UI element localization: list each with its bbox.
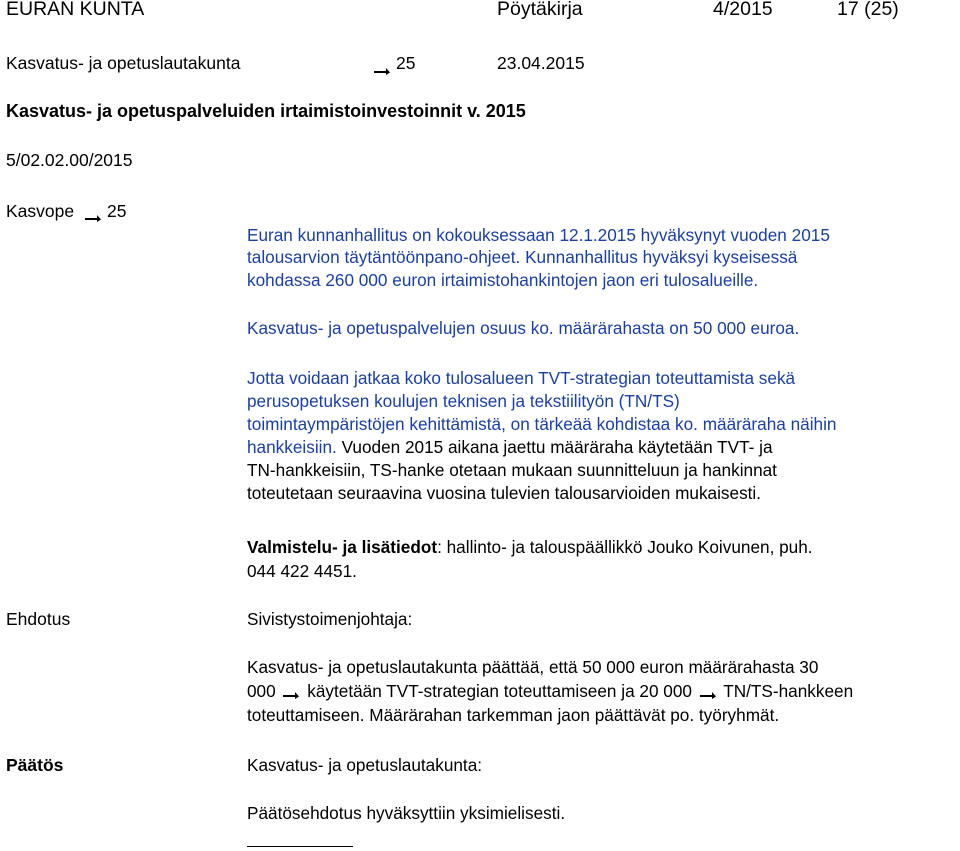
arrow-icon [84, 201, 102, 222]
document-number: 4/2015 [713, 0, 773, 20]
committee-name: Kasvatus- ja opetuslautakunta [6, 53, 241, 73]
proposal-text: käytetään TVT-strategian toteuttamiseen ja 20 000 [307, 681, 692, 701]
body-line: TN-hankkeisiin, TS-hanke otetaan mukaan suunnitteluun ja hankinnat [247, 460, 777, 480]
body-line: Euran kunnanhallitus on kokouksessaan 12.1.2015 hyväksynyt vuoden 2015 [247, 225, 830, 245]
contact-line [247, 537, 813, 559]
proposal-text: 000 [247, 681, 276, 701]
body-text: Kunnanhallitus hyväksyi kyseisessä [520, 247, 798, 267]
body-line [247, 247, 797, 269]
section-number: 25 [396, 53, 416, 73]
proposal-text: TN/TS-hankkeen [723, 681, 854, 701]
contact-phone: 044 422 4451. [247, 561, 357, 581]
body-line: toimintaympäristöjen kehittämistä, on tärkeää kohdistaa ko. määräraha näihin [247, 414, 837, 434]
body-line [247, 437, 773, 459]
decider: Kasvatus- ja opetuslautakunta: [247, 755, 483, 775]
page-info: 17 (25) [837, 0, 899, 20]
arrow-icon [699, 683, 717, 699]
kasvope-label: Kasvope [6, 201, 75, 221]
proposal-line: toteuttamiseen. Määrärahan tarkemman jaon päättävät po. työryhmät. [247, 705, 780, 725]
kasvope-number: 25 [107, 201, 127, 221]
proposal-line: Kasvatus- ja opetuslautakunta päättää, että 50 000 euron määrärahasta 30 [247, 657, 819, 677]
body-line: Kasvatus- ja opetuspalvelujen osuus ko. määrärahasta on 50 000 euroa. [247, 318, 800, 338]
body-line: toteutetaan seuraavina vuosina tulevien talousarvioiden mukaisesti. [247, 483, 762, 503]
record-number: 5/02.02.00/2015 [6, 150, 133, 170]
body-text: Vuoden 2015 aikana jaettu määräraha käytetään TVT- ja [336, 437, 773, 457]
decision-text: Päätösehdotus hyväksyttiin yksimielisesti. [247, 803, 566, 823]
municipality-name: EURAN KUNTA [6, 0, 145, 20]
document-type: Pöytäkirja [497, 0, 583, 20]
arrow-icon [373, 54, 391, 75]
body-text: hankkeisiin. [247, 437, 337, 457]
paatos-label: Päätös [6, 755, 64, 775]
ehdotus-label: Ehdotus [6, 609, 71, 629]
contact-label: Valmistelu- ja lisätiedot [247, 537, 438, 557]
proposal-line [247, 681, 853, 703]
contact-text: : hallinto- ja talouspäällikkö Jouko Koivunen, puh. [437, 537, 813, 557]
page-title: Kasvatus- ja opetuspalveluiden irtaimistoinvestoinnit v. 2015 [6, 101, 526, 121]
body-text: talousarvion täytäntöönpano-ohjeet. [247, 247, 521, 267]
footer-divider [247, 846, 353, 847]
body-line: kohdassa 260 000 euron irtaimistohankintojen jaon eri tulosalueille. [247, 270, 759, 290]
proposer: Sivistystoimenjohtaja: [247, 609, 413, 629]
body-line: Jotta voidaan jatkaa koko tulosalueen TVT-strategian toteuttamista sekä [247, 368, 796, 388]
meeting-date: 23.04.2015 [497, 53, 585, 73]
body-line: perusopetuksen koulujen teknisen ja tekstiilityön (TN/TS) [247, 391, 680, 411]
arrow-icon [282, 683, 300, 699]
